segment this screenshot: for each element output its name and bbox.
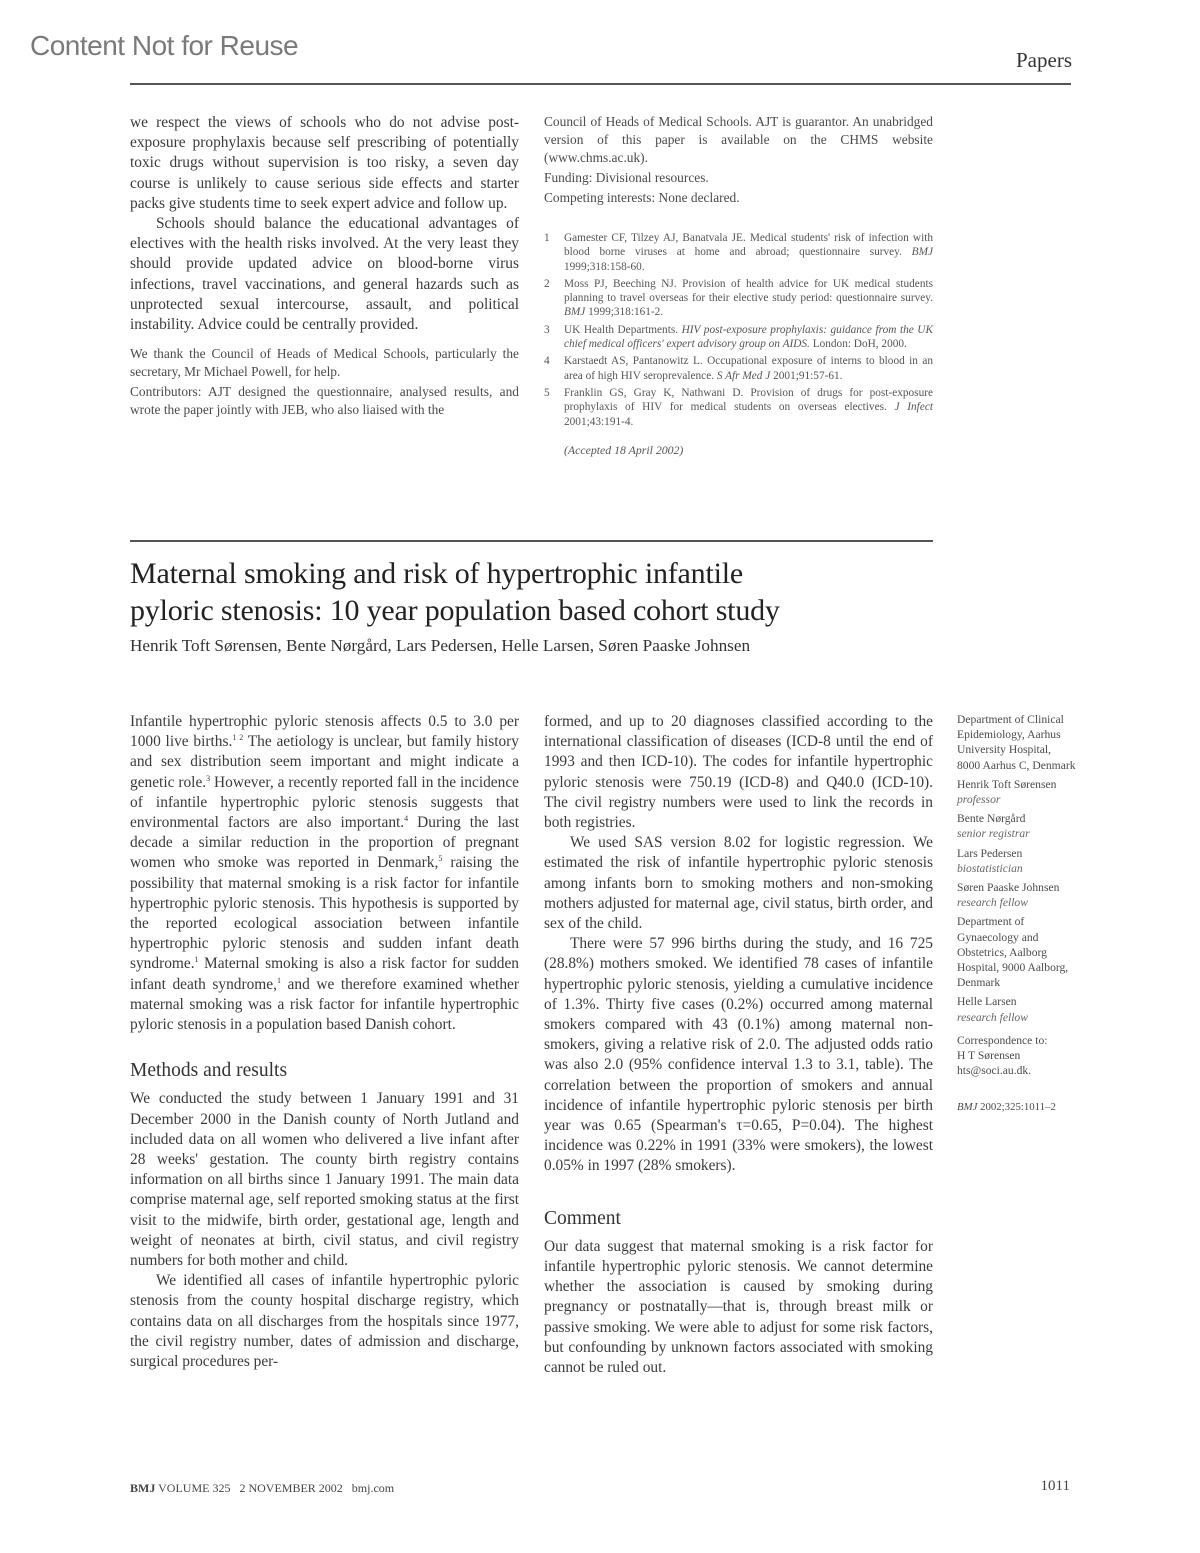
reference-number: 5 (544, 386, 550, 399)
reference-item (544, 231, 933, 274)
reference-text: UK Health Departments. HIV post-exposure prophylaxis: guidance from the UK chief medical officers' expert advisory group on AIDS. London: DoH, 2000. (564, 323, 933, 351)
article-notes (544, 113, 933, 207)
article-title-line: Maternal smoking and risk of hypertrophic infantile (130, 557, 743, 590)
author-name: Lars Pedersen (957, 846, 1023, 860)
citation: 1 (276, 975, 281, 985)
reference-number: 1 (544, 232, 550, 244)
results-paragraph: There were 57 996 births during the study, and 16 725 (28.8%) mothers smoked. We identified 78 cases of infantile hypertrophic pyloric stenosis, yielding a cumulative incidence of 1.3%. Thirty five cases (0.2%) occurred among maternal smokers compared with 43 (0.1%) among maternal non-smokers, giving a relative risk of 2.0. The adjusted odds ratio was also 2.0 (95% confidence interval 1.3 to 3.1, table). The correlation between the proportion of smokers and annual incidence of infantile hypertrophic pyloric stenosis per birth year was 0.65 (Spearman's τ=0.65, P=0.04). The highest incidence was 0.22% in 1991 (33% were smokers), the lowest 0.05% in 1997 (28% smokers). (544, 935, 933, 1175)
author-entry (957, 880, 1077, 910)
article-right-column (544, 712, 933, 1378)
methods-paragraph: formed, and up to 20 diagnoses classified according to the international classification of diseases (ICD-8 until the end of 1993 and then ICD-10). The codes for infantile hypertrophic pyloric stenosis were 750.19 (ICD-8) and Q40.0 (ICD-10). The civil registry numbers were used to link the records in both registries. (544, 713, 933, 832)
correspondence-label: Correspondence to: (957, 1033, 1048, 1047)
reference-text: Karstaedt AS, Pantanowitz L. Occupational exposure of interns to blood in an area of high HIV seroprevalence. S Afr Med J 2001;91:57-61. (564, 355, 933, 382)
paragraph: we respect the views of schools who do not advise post-exposure prophylaxis because self prescribing of potentially toxic drugs without supervision is too risky, a seven day course is unlikely to cause serious side effects and starter packs give students time to seek expert advice and follow up. (130, 114, 519, 212)
paragraph: Schools should balance the educational advantages of electives with the health risks involved. At the very least they should provide updated advice on blood-borne virus infections, travel vaccinations, and general hazards such as unprotected sexual intercourse, assault, and political instability. Advice could be centrally provided. (130, 215, 519, 334)
citation: 4 (404, 814, 409, 824)
author-role: research fellow (957, 896, 1028, 910)
correspondence-email[interactable]: hts@soci.au.dk. (957, 1064, 1032, 1078)
previous-article-left-column (130, 113, 519, 421)
author-name: Søren Paaske Johnsen (957, 881, 1060, 895)
reference-number: 3 (544, 323, 550, 336)
citation: 1 (194, 955, 199, 965)
footer-journal-name: BMJ (130, 1481, 156, 1495)
citation: 1 2 (232, 733, 244, 743)
reference-item (544, 323, 933, 352)
citation: 5 (438, 854, 443, 864)
author-entry (957, 846, 1077, 876)
footer-issue: VOLUME 325 2 NOVEMBER 2002 bmj.com (155, 1481, 395, 1495)
footer-journal-info (130, 1481, 394, 1496)
acknowledgements (130, 345, 519, 419)
section-label: Papers (1016, 48, 1072, 72)
author-role: professor (957, 793, 1001, 807)
author-name: Henrik Toft Sørensen (957, 777, 1057, 791)
affiliation-department: Department of Gynaecology and Obstetrics, Aalborg Hospital, 9000 Aalborg, Denmark (957, 915, 1069, 990)
article-authors: Henrik Toft Sørensen, Bente Nørgård, Lars Pedersen, Helle Larsen, Søren Paaske Johnsen (130, 636, 751, 655)
page-number: 1011 (1040, 1478, 1070, 1494)
reference-text: Moss PJ, Beeching NJ. Provision of health advice for UK medical students planning to travel overseas for their elective study period: questionnaire survey. BMJ 1999;318:161-2. (564, 277, 933, 319)
author-entry (957, 811, 1077, 841)
acknowledgement-text: We thank the Council of Heads of Medical Schools, particularly the secretary, Mr Michael Powell, for help. (130, 346, 519, 380)
introduction-paragraph: Infantile hypertrophic pyloric stenosis affects 0.5 to 3.0 per 1000 live births.$^{1 2}$ The aetiology is unclear, but family history and sex distribution seem important and might indicate a genetic role.$^3$ However, a recently reported fall in the incidence of infantile hypertrophic pyloric stenosis suggests that environmental factors are also important.$^4$ During the last decade a similar reduction in the proportion of pregnant women who smoke was reported in Denmark,$^5$ raising the possibility that maternal smoking is a risk factor for infantile hypertrophic pyloric stenosis. This hypothesis is supported by the reported ecological association between infantile hypertrophic pyloric stenosis and sudden infant death syndrome.$^1$ Maternal smoking is also a risk factor for sudden infant death syndrome,$^1$ and we therefore examined whether maternal smoking was a risk factor for infantile hypertrophic pyloric stenosis in a population based Danish cohort. (130, 713, 520, 1034)
citation-line: BMJ 2002;325:1011–2 (957, 1101, 1056, 1114)
article-title-line: pyloric stenosis: 10 year population based cohort study (130, 594, 780, 627)
reference-list (544, 231, 933, 457)
reference-item (544, 386, 933, 429)
article-left-column (130, 712, 519, 1372)
citation: 3 (206, 773, 211, 783)
author-affiliations (957, 712, 1077, 1116)
author-role: biostatistician (957, 861, 1023, 875)
methods-paragraph: We conducted the study between 1 January 1991 and 31 December 2000 in the Danish county of North Jutland and included data on all women who delivered a live infant after 28 weeks' gestation. The county birth registry contains information on all births since 1 January 1991. The main data comprise maternal age, self reported smoking status at the first visit to the midwife, birth order, gestational age, length and weight of neonates at birth, civil status, and civil registry numbers for both mother and child. (130, 1090, 519, 1270)
section-heading-comment: Comment (544, 1207, 621, 1229)
article-separator-rule (130, 540, 933, 542)
author-role: senior registrar (957, 827, 1030, 841)
funding-text: Funding: Divisional resources. (544, 170, 709, 185)
correspondence (957, 1033, 1077, 1079)
contributors-text: Contributors: AJT designed the questionnaire, analysed results, and wrote the paper jointly with JEB, who also liaised with the (130, 384, 519, 418)
reference-text: Franklin GS, Gray K, Nathwani D. Provision of drugs for post-exposure prophylaxis of HIV for medical students on overseas electives. J Infect 2001;43:191-4. (564, 386, 933, 428)
author-entry (957, 994, 1077, 1024)
methods-paragraph: We identified all cases of infantile hypertrophic pyloric stenosis from the county hospital discharge registry, which contains data on all discharges from the hospitals since 1977, the civil registry number, dates of admission and discharge, surgical procedures per- (130, 1272, 519, 1371)
reference-number: 4 (544, 355, 550, 368)
reference-item (544, 354, 933, 383)
reference-number: 2 (544, 277, 550, 290)
contributors-text: Council of Heads of Medical Schools. AJT is guarantor. An unabridged version of this paper is available on the CHMS website (www.chms.ac.uk). (544, 114, 933, 165)
header-rule (130, 83, 1071, 85)
author-entry (957, 777, 1077, 807)
author-name: Helle Larsen (957, 995, 1017, 1009)
reference-item (544, 277, 933, 320)
correspondence-name: H T Sørensen (957, 1049, 1021, 1063)
reference-text: Gamester CF, Tilzey AJ, Banatvala JE. Medical students' risk of infection with blood borne viruses at home and abroad; questionnaire survey. BMJ 1999;318:158-60. (564, 232, 933, 273)
methods-paragraph: We used SAS version 8.02 for logistic regression. We estimated the risk of infantile hypertrophic pyloric stenosis among infants born to smoking mothers and non-smoking mothers adjusted for maternal age, civil status, birth order, and sex of the child. (544, 834, 933, 933)
comment-paragraph: Our data suggest that maternal smoking is a risk factor for infantile hypertrophic pyloric stenosis. We cannot determine whether the association is caused by smoking during pregnancy or postnatally—that is, through breast milk or passive smoking. We were able to adjust for some risk factors, but confounding by unknown factors associated with smoking cannot be ruled out. (544, 1237, 933, 1377)
section-heading-methods: Methods and results (130, 1060, 288, 1082)
affiliation-department: Department of Clinical Epidemiology, Aarhus University Hospital, 8000 Aarhus C, Denmark (957, 713, 1076, 772)
accepted-date: (Accepted 18 April 2002) (564, 442, 684, 457)
previous-article-right-column (544, 113, 933, 457)
author-role: research fellow (957, 1010, 1028, 1024)
watermark: Content Not for Reuse (30, 30, 299, 61)
author-name: Bente Nørgård (957, 812, 1026, 826)
article-title (130, 555, 950, 629)
competing-interests-text: Competing interests: None declared. (544, 190, 740, 205)
